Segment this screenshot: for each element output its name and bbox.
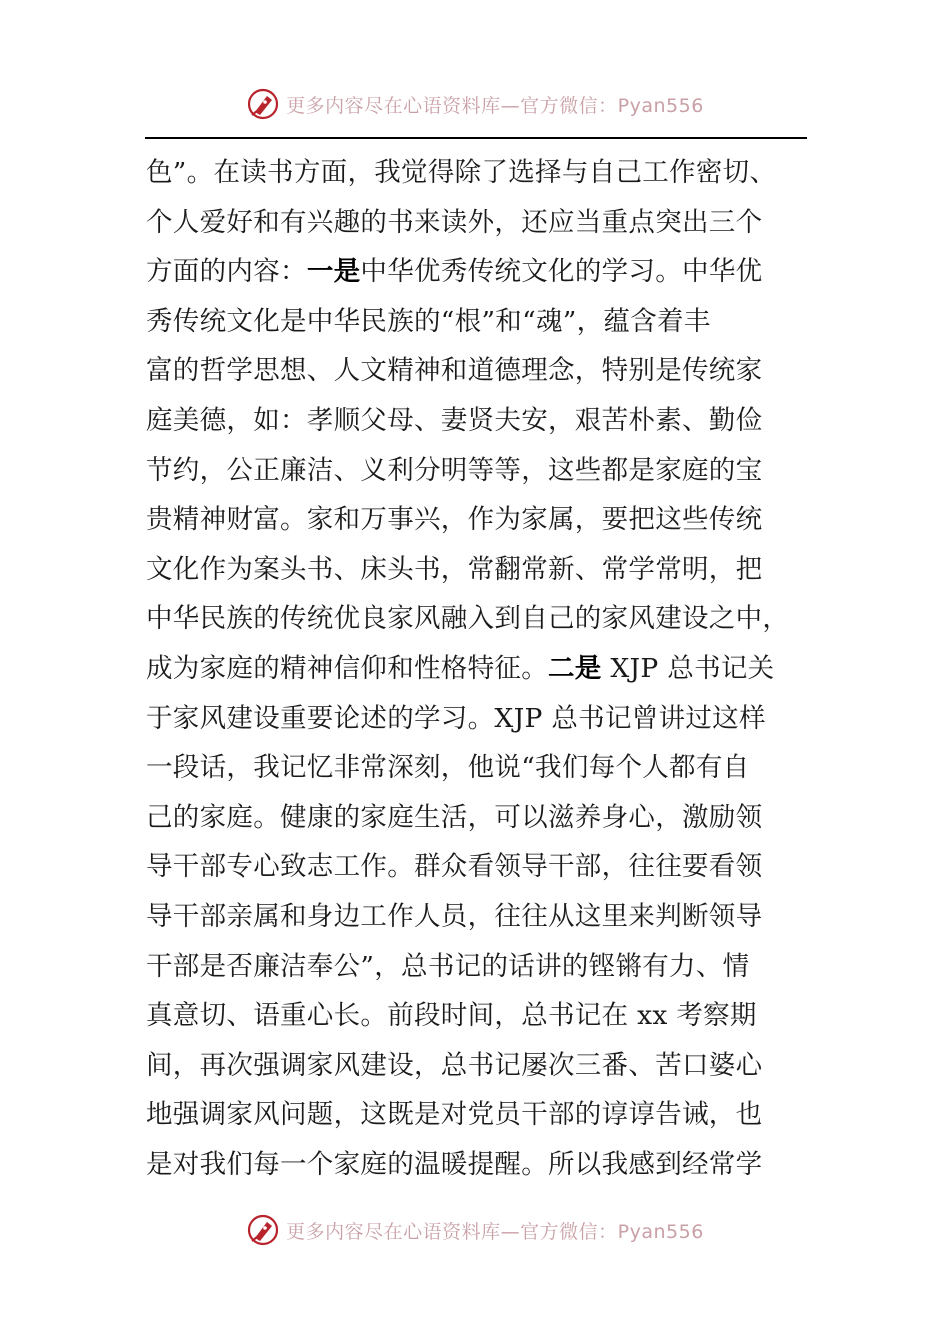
text-line: 色”。在读书方面，我觉得除了选择与自己工作密切、: [146, 157, 777, 188]
text-line: 中华民族的传统优良家风融入到自己的家风建设之中，: [146, 603, 790, 635]
text-line: 秀传统文化是中华民族的“根”和“魂”，蕴含着丰: [146, 305, 711, 337]
text-line: [146, 644, 810, 694]
text-line: 己的家庭。健康的家庭生活，可以滋养身心，激励领: [146, 801, 763, 833]
emphasis-label: 二是: [548, 652, 602, 684]
header-banner: [0, 84, 950, 124]
text-line: 是对我们每一个家庭的温暖提醒。所以我感到经常学: [146, 1148, 763, 1180]
text-line: 干部是否廉洁奉公”，总书记的话讲的铿锵有力、情: [146, 950, 750, 982]
header-divider: [145, 137, 807, 139]
text-segment: 成为家庭的精神信仰和性格特征。: [146, 652, 548, 684]
text-line: 贵精神财富。家和万事兴，作为家属，要把这些传统: [146, 504, 763, 536]
body-paragraph: [146, 148, 810, 1189]
text-line: 真意切、语重心长。前段时间，总书记在 xx 考察期: [146, 1000, 757, 1032]
footer-banner: [0, 1210, 950, 1250]
text-segment: XJP 总书记关: [601, 652, 775, 684]
text-line: 一段话，我记忆非常深刻，他说“我们每个人都有自: [146, 752, 750, 784]
text-line: 于家风建设重要论述的学习。XJP 总书记曾讲过这样: [146, 702, 766, 734]
text-line: 导干部亲属和身边工作人员，往往从这里来判断领导: [146, 900, 763, 932]
text-line: 导干部专心致志工作。群众看领导干部，往往要看领: [146, 851, 763, 883]
text-line: 庭美德，如：孝顺父母、妻贤夫安，艰苦朴素、勤俭: [146, 404, 763, 436]
pen-nib-logo-icon: [246, 87, 280, 121]
text-line: 富的哲学思想、人文精神和道德理念，特别是传统家: [146, 355, 763, 387]
text-segment: 方面的内容：: [146, 256, 307, 288]
text-line: 文化作为案头书、床头书，常翻常新、常学常明，把: [146, 553, 763, 585]
pen-nib-logo-icon: [246, 1213, 280, 1247]
text-line: [146, 247, 810, 297]
text-line: 节约，公正廉洁、义利分明等等，这些都是家庭的宝: [146, 454, 763, 486]
header-banner-text: 更多内容尽在心语资料库—官方微信：Pyan556: [286, 94, 704, 117]
text-line: 个人爱好和有兴趣的书来读外，还应当重点突出三个: [146, 206, 763, 238]
text-line: 地强调家风问题，这既是对党员干部的谆谆告诫，也: [146, 1099, 763, 1131]
footer-banner-text: 更多内容尽在心语资料库—官方微信：Pyan556: [286, 1220, 704, 1243]
emphasis-label: 一是: [306, 256, 361, 288]
text-segment: 中华优秀传统文化的学习。中华优: [360, 256, 763, 288]
text-line: 间，再次强调家风建设，总书记屡次三番、苦口婆心: [146, 1049, 763, 1081]
